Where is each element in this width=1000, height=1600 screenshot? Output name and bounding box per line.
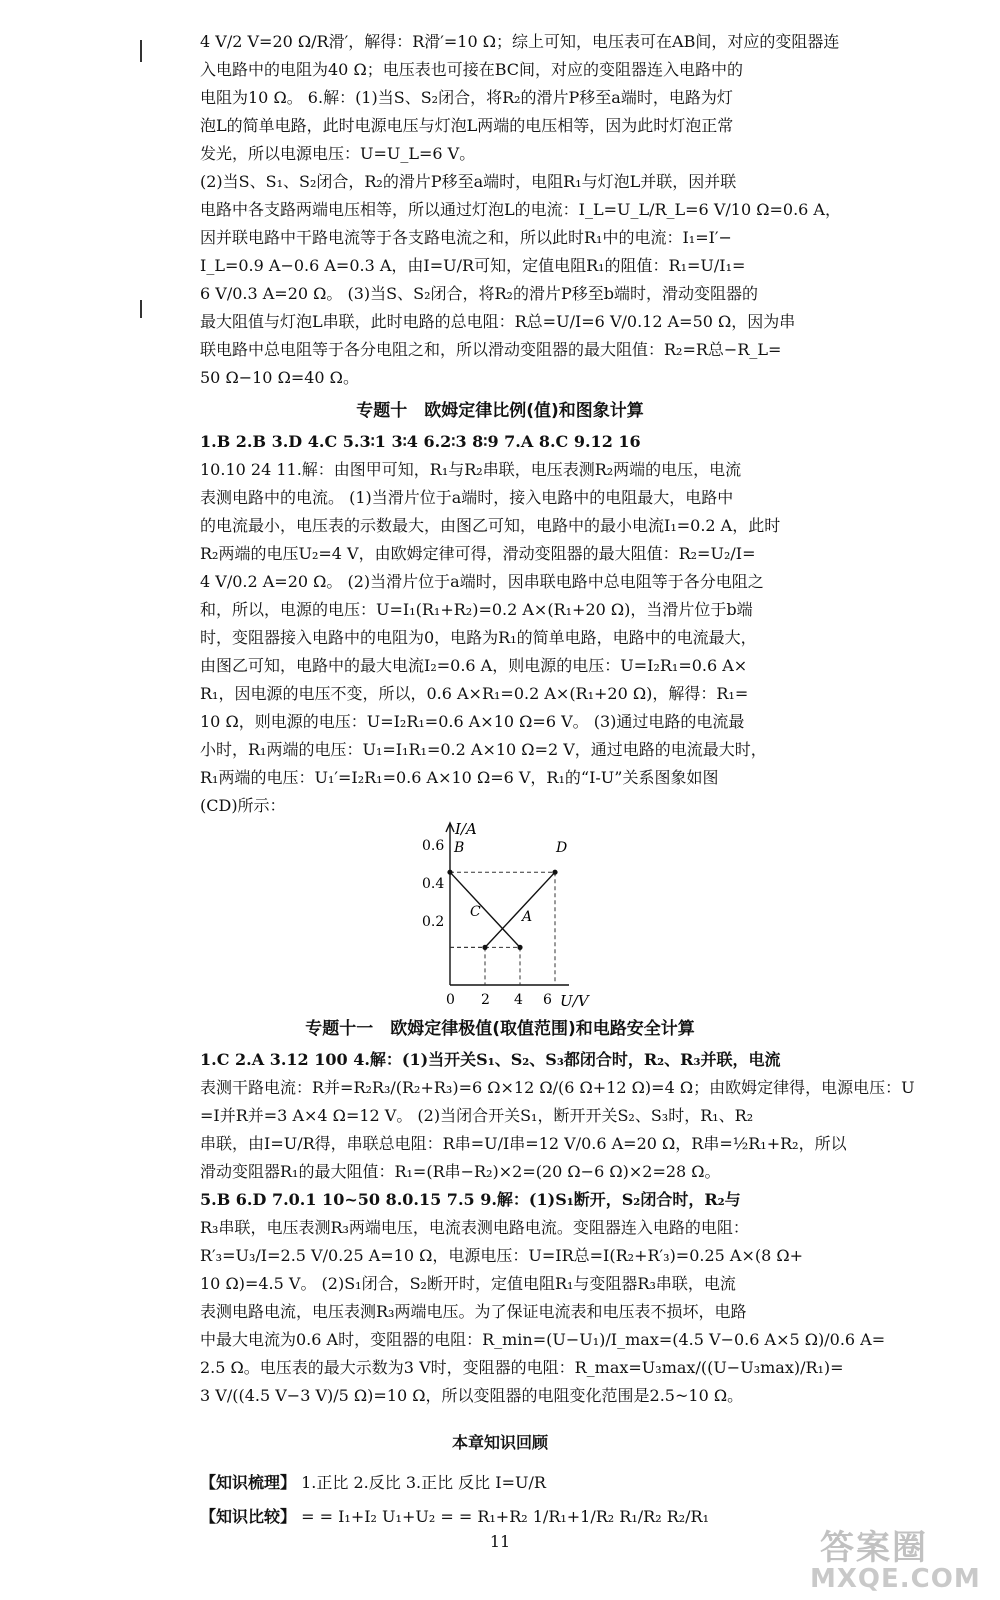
y-tick-label: 0.2 — [422, 914, 445, 930]
i-u-graph — [200, 820, 800, 1010]
text-line: 6 V/0.3 A=20 Ω。 (3)当S、S₂闭合，将R₂的滑片P移至b端时，滑动变阻器的 — [200, 284, 758, 303]
text-line: 4 V/0.2 A=20 Ω。 (2)当滑片位于a端时，因串联电路中总电阻等于各分电阻之 — [200, 572, 764, 591]
knowledge-compare-label: 【知识比较】 — [200, 1507, 297, 1526]
answer-line: 10.10 24 11.解：由图甲可知，R₁与R₂串联，电压表测R₂两端的电压，电流 — [200, 460, 742, 479]
x-tick-label: 4 — [514, 992, 523, 1008]
text-line: 的电流最小，电压表的示数最大，由图乙可知，电路中的最小电流I₁=0.2 A，此时 — [200, 516, 781, 535]
data-point-a — [517, 945, 522, 950]
y-tick-label: 0.6 — [422, 838, 445, 854]
series-line-cd — [485, 872, 555, 947]
point-label-b: B — [454, 840, 465, 856]
knowledge-summary-line — [200, 1466, 800, 1500]
text-line: 联电路中总电阻等于各分电阻之和，所以滑动变阻器的最大阻值：R₂=R总−R_L= — [200, 340, 782, 359]
text-line: 时，变阻器接入电路中的电阻为0，电路为R₁的简单电路，电路中的电流最大， — [200, 628, 757, 647]
text-line: =I并R并=3 A×4 Ω=12 V。 (2)当闭合开关S₁，断开开关S₂、S₃时，R₁、R₂ — [200, 1106, 754, 1125]
text-line: 中最大电流为0.6 A时，变阻器的电阻：R_min=(U−U₁)/I_max=(4.5 V−0.6 A×5 Ω)/0.6 A= — [200, 1330, 886, 1349]
text-line: 3 V/((4.5 V−3 V)/5 Ω)=10 Ω，所以变阻器的电阻变化范围是2.5~10 Ω。 — [200, 1386, 744, 1405]
text-line: 电阻为10 Ω。 6.解：(1)当S、S₂闭合，将R₂的滑片P移至a端时，电路为灯 — [200, 88, 733, 107]
y-tick-label: 0.4 — [422, 876, 445, 892]
text-line: (2)当S、S₁、S₂闭合，R₂的滑片P移至a端时，电阻R₁与灯泡L并联，因并联 — [200, 172, 737, 191]
text-line: 表测干路电流：R并=R₂R₃/(R₂+R₃)=6 Ω×12 Ω/(6 Ω+12 Ω)=4 Ω；由欧姆定律得，电源电压：U — [200, 1078, 915, 1097]
x-tick-label: 2 — [481, 992, 490, 1008]
data-point-d — [552, 870, 557, 875]
text-line: 10 Ω，则电源的电压：U=I₂R₁=0.6 A×10 Ω=6 V。 (3)通过电路的电流最 — [200, 712, 745, 731]
x-tick-label: 6 — [543, 992, 552, 1008]
watermark — [810, 1520, 1000, 1600]
x-axis-label: U/V — [560, 992, 589, 1010]
knowledge-compare-line — [200, 1500, 800, 1534]
answer-line: 1.C 2.A 3.12 100 4.解：(1)当开关S₁、S₂、S₃都闭合时，R₂、R₃并联，电流 — [200, 1050, 781, 1069]
text-line: 4 V/2 V=20 Ω/R滑′，解得：R滑′=10 Ω；综上可知，电压表可在AB间，对应的变阻器连 — [200, 32, 840, 51]
section-title: 专题十 欧姆定律比例(值)和图象计算 — [356, 401, 644, 421]
y-axis-label: I/A — [455, 820, 477, 838]
text-line: 10 Ω)=4.5 V。 (2)S₁闭合，S₂断开时，定值电阻R₁与变阻器R₃串联，电流 — [200, 1274, 736, 1293]
data-point-b — [447, 870, 452, 875]
knowledge-summary-text: 1.正比 2.反比 3.正比 反比 I=U/R — [301, 1473, 546, 1492]
text-line: 2.5 Ω。电压表的最大示数为3 V时，变阻器的电阻：R_max=U₃max/((U−U₃max)/R₁)= — [200, 1358, 844, 1377]
text-line: 50 Ω−10 Ω=40 Ω。 — [200, 368, 359, 387]
text-line: 由图乙可知，电路中的最大电流I₂=0.6 A，则电源的电压：U=I₂R₁=0.6 A× — [200, 656, 748, 675]
text-line: 因并联电路中干路电流等于各支路电流之和，所以此时R₁中的电流：I₁=I′− — [200, 228, 732, 247]
section-title: 专题十一 欧姆定律极值(取值范围)和电路安全计算 — [305, 1019, 695, 1039]
data-point-c — [482, 945, 487, 950]
knowledge-summary-label: 【知识梳理】 — [200, 1473, 297, 1492]
series-line-ba — [450, 872, 520, 947]
text-line: (CD)所示： — [200, 796, 286, 815]
text-line: R′₃=U₃/I=2.5 V/0.25 A=10 Ω，电源电压：U=IR总=I(R₂+R′₃)=0.25 A×(8 Ω+ — [200, 1246, 804, 1265]
x-tick-label: 0 — [446, 992, 455, 1008]
watermark-text: 答案圈 — [820, 1528, 928, 1568]
text-line: 入电路中的电阻为40 Ω；电压表也可接在BC间，对应的变阻器连入电路中的 — [200, 60, 744, 79]
i-u-graph-svg — [200, 820, 800, 1010]
margin-mark — [140, 40, 142, 62]
text-line: 和，所以，电源的电压：U=I₁(R₁+R₂)=0.2 A×(R₁+20 Ω)，当滑片位于b端 — [200, 600, 753, 619]
point-label-a: A — [522, 909, 533, 925]
text-line: 泡L的简单电路，此时电源电压与灯泡L两端的电压相等，因为此时灯泡正常 — [200, 116, 734, 135]
watermark-url: MXQE.COM — [810, 1564, 981, 1594]
text-line: 发光，所以电源电压：U=U_L=6 V。 — [200, 144, 476, 163]
text-line: R₂两端的电压U₂=4 V，由欧姆定律可得，滑动变阻器的最大阻值：R₂=U₂/I= — [200, 544, 756, 563]
text-line: R₁两端的电压：U₁′=I₂R₁=0.6 A×10 Ω=6 V，R₁的“I-U”关系图象如图 — [200, 768, 719, 787]
text-line: R₃串联，电压表测R₃两端电压，电流表测电路电流。变阻器连入电路的电阻： — [200, 1218, 749, 1237]
answer-line: 5.B 6.D 7.0.1 10~50 8.0.15 7.5 9.解：(1)S₁断开，S₂闭合时，R₂与 — [200, 1190, 741, 1209]
margin-mark — [140, 300, 142, 318]
text-line: 最大阻值与灯泡L串联，此时电路的总电阻：R总=U/I=6 V/0.12 A=50 Ω，因为串 — [200, 312, 796, 331]
page-number: 11 — [489, 1532, 511, 1551]
point-label-d: D — [556, 840, 568, 856]
text-line: 小时，R₁两端的电压：U₁=I₁R₁=0.2 A×10 Ω=2 V，通过电路的电流最大时， — [200, 740, 767, 759]
answer-line: 1.B 2.B 3.D 4.C 5.3∶1 3∶4 6.2∶3 8∶9 7.A 8.C 9.12 16 — [200, 432, 641, 451]
knowledge-compare-text: = = I₁+I₂ U₁+U₂ = = R₁+R₂ 1/R₁+1/R₂ R₁/R₂ R₂/R₁ — [301, 1507, 710, 1526]
text-line: 滑动变阻器R₁的最大阻值：R₁=(R串−R₂)×2=(20 Ω−6 Ω)×2=28 Ω。 — [200, 1162, 721, 1181]
point-label-c: C — [470, 904, 481, 920]
text-line: 串联，由I=U/R得，串联总电阻：R串=U/I串=12 V/0.6 A=20 Ω，R串=½R₁+R₂，所以 — [200, 1134, 847, 1153]
solution-block-top — [200, 28, 841, 392]
review-title: 本章知识回顾 — [451, 1433, 548, 1452]
text-line: 表测电路中的电流。 (1)当滑片位于a端时，接入电路中的电阻最大，电路中 — [200, 488, 734, 507]
text-line: I_L=0.9 A−0.6 A=0.3 A，由I=U/R可知，定值电阻R₁的阻值：R₁=U/I₁= — [200, 256, 746, 275]
text-line: 表测电路电流，电压表测R₃两端电压。为了保证电流表和电压表不损坏，电路 — [200, 1302, 747, 1321]
text-line: 电路中各支路两端电压相等，所以通过灯泡L的电流：I_L=U_L/R_L=6 V/10 Ω=0.6 A， — [200, 200, 841, 219]
text-line: R₁，因电源的电压不变，所以，0.6 A×R₁=0.2 A×(R₁+20 Ω)，解得：R₁= — [200, 684, 749, 703]
content — [200, 28, 915, 1534]
